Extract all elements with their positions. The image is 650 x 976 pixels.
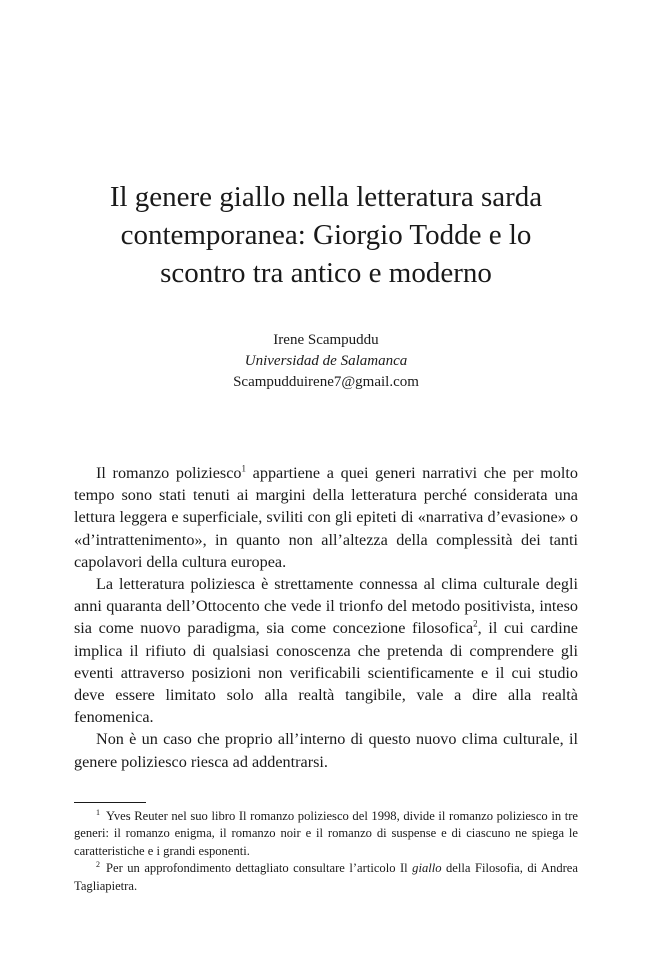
footnote-2-number: 2 xyxy=(96,860,100,870)
footnote-ref-2: 2 xyxy=(473,619,478,630)
paragraph-2 xyxy=(74,573,578,728)
footnote-1-number: 1 xyxy=(96,807,100,817)
author-affiliation: Universidad de Salamanca xyxy=(244,353,408,369)
title-line-3: scontro tra antico e moderno xyxy=(160,257,492,289)
author-email: Scampudduirene7@gmail.com xyxy=(233,374,419,390)
article-title xyxy=(74,178,578,292)
paragraph-2-rest: , il cui cardine implica il rifiuto di qualsiasi conoscenza che pretenda di comprendere gli eventi attraverso posizioni non verificabili scientificamente e il cui studio deve essere limitato solo alla realtà tangibile, vale a dire alla realtà fenomenica. xyxy=(74,619,578,727)
footnote-2-text-end: della Filosofia, di Andrea Tagliapietra. xyxy=(74,861,578,893)
title-line-2: contemporanea: Giorgio Todde e lo xyxy=(120,219,532,251)
author-block xyxy=(74,330,578,393)
paragraph-1-rest: appartiene a quei generi narrativi che per molto tempo sono stati tenuti ai margini della letteratura perché considerata una lettura leggera e superficiale, sviliti con gli epiteti di «narrativa d’evasione» o «d’intrattenimento», in quanto non all’altezza della complessità dei tanti capolavori della cultura europea. xyxy=(74,464,578,571)
paragraph-3: Non è un caso che proprio all’interno di questo nuovo clima culturale, il genere poliziesco riesca ad addentrarsi. xyxy=(74,730,578,771)
title-line-1: Il genere giallo nella letteratura sarda xyxy=(109,181,543,213)
footnote-divider xyxy=(74,802,146,803)
paragraph-1-start: Il romanzo poliziesco xyxy=(96,464,242,482)
footnote-2 xyxy=(74,860,578,895)
footnote-2-text-start: Per un approfondimento dettagliato consultare l’articolo Il xyxy=(106,861,413,876)
paragraph-2-start: La letteratura poliziesca è strettamente connessa al clima culturale degli anni quaranta dell’Ottocento che vede il trionfo del metodo positivista, inteso sia come nuovo paradigma, sia come concezione filosofica xyxy=(74,575,578,638)
footnote-1 xyxy=(74,808,578,860)
paragraph-1 xyxy=(74,462,578,573)
footnote-1-text: Yves Reuter nel suo libro Il romanzo poliziesco del 1998, divide il romanzo poliziesco in tre generi: il romanzo enigma, il romanzo noir e il romanzo di suspense e di ciascuno ne spiega le caratteristiche e i grandi esponenti. xyxy=(74,809,578,858)
footnote-ref-1: 1 xyxy=(241,463,246,474)
footnotes xyxy=(74,808,578,895)
footnote-2-italic: giallo xyxy=(412,861,442,876)
body-text xyxy=(74,462,578,773)
author-name: Irene Scampuddu xyxy=(273,332,379,348)
